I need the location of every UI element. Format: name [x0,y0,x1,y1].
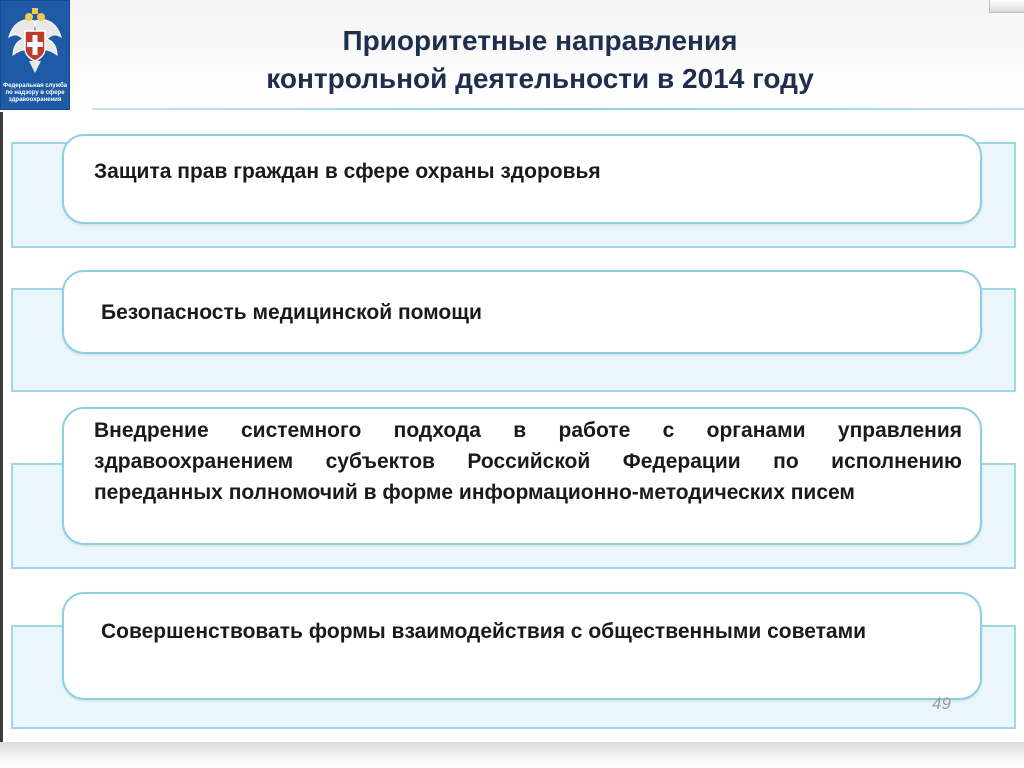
eagle-emblem-icon [5,3,65,83]
slide-title [160,22,920,98]
priority-text: Защита прав граждан в сфере охраны здоровья [94,160,601,183]
page-number: 49 [932,694,951,713]
priority-text: Внедрение системного подхода в работе с органами управления здравоохранением субъектов Российской Федерации по исполнению переданных полномочий в форме информационно-методических писем [94,419,962,504]
logo-caption-line: Федеральная служба [3,83,68,89]
title-underline [92,108,1024,110]
slide-title-line2: контрольной деятельности в 2014 году [266,63,814,94]
agency-logo [0,0,70,110]
left-rule [0,112,3,752]
logo-caption-line: здравоохранения [8,97,62,103]
priority-text: Совершенствовать формы взаимодействия с общественными советами [101,620,867,643]
priority-text: Безопасность медицинской помощи [101,301,482,324]
logo-caption-line: по надзору в сфере [5,90,65,96]
corner-button[interactable] [989,0,1024,13]
bottom-shadow [0,742,1024,768]
slide-title-line1: Приоритетные направления [342,25,738,56]
logo-caption [3,83,67,104]
